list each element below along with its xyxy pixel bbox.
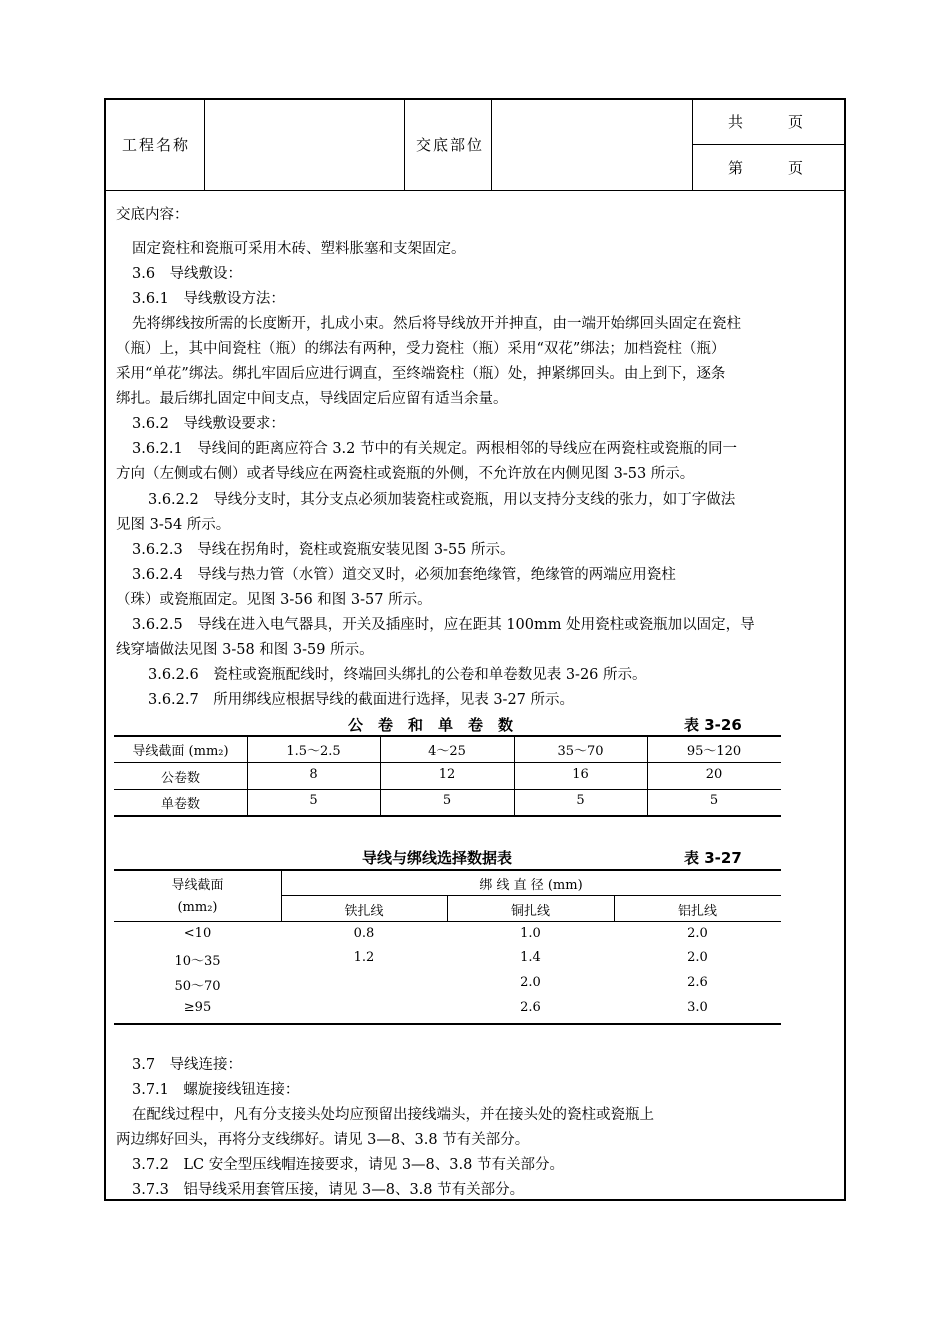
header-divider-4 xyxy=(692,98,693,191)
paragraph: （瓶）上，其中间瓷柱（瓶）的绑法有两种，受力瓷柱（瓶）采用“双花”绑法；加档瓷柱（瓶） xyxy=(116,341,726,357)
table26-cell: 5 xyxy=(442,793,452,808)
total-pages-label: 共 页 xyxy=(728,113,804,131)
paragraph: 3.6.2.1 导线间的距离应符合 3.2 节中的有关规定。两根相邻的导线应在两瓷柱或瓷瓶的同一 xyxy=(132,441,738,457)
table27-cell: 1.2 xyxy=(353,950,375,965)
header-divider-3 xyxy=(491,98,492,191)
table26-row-rule xyxy=(114,762,781,763)
paragraph: 3.6.2.4 导线与热力管（水管）道交叉时，必须加套绝缘管，绝缘管的两端应用瓷柱 xyxy=(132,567,676,583)
table26-cell: 单卷数 xyxy=(160,797,200,812)
paragraph: 在配线过程中，凡有分支接头处均应预留出接线端头，并在接头处的瓷柱或瓷瓶上 xyxy=(132,1107,654,1123)
table27-cell: 50～70 xyxy=(174,979,221,994)
paragraph: 3.7.2 LC 安全型压线帽连接要求，请见 3—8、3.8 节有关部分。 xyxy=(132,1157,564,1173)
paragraph: 两边绑好回头，再将分支线绑好。请见 3—8、3.8 节有关部分。 xyxy=(116,1132,530,1148)
table27-cell: 10～35 xyxy=(174,954,221,969)
paragraph: 采用“单花”绑法。绑扎牢固后应进行调直，至终端瓷柱（瓶）处，抻紧绑回头。由上到下，逐条 xyxy=(116,366,726,382)
table27-cell: <10 xyxy=(183,926,212,941)
table27-cell: 2.6 xyxy=(520,1000,541,1015)
header-divider-2 xyxy=(404,98,405,191)
content-label: 交底内容： xyxy=(116,207,189,223)
table27-subheader-rule xyxy=(281,895,781,896)
table26-cell: 5 xyxy=(709,793,719,808)
section-heading: 3.6.1 导线敷设方法： xyxy=(132,291,285,307)
paragraph: 绑扎。最后绑扎固定中间支点，导线固定后应留有适当余量。 xyxy=(116,391,508,407)
table26-row-rule xyxy=(114,789,781,790)
table27-title: 导线与绑线选择数据表 xyxy=(362,849,513,867)
section-heading: 3.7.1 螺旋接线钮连接： xyxy=(132,1082,300,1098)
table27-header-col1: 导线截面 xyxy=(171,878,224,893)
table26-cell: 8 xyxy=(309,767,318,782)
paragraph: 固定瓷柱和瓷瓶可采用木砖、塑料胀塞和支架固定。 xyxy=(132,241,466,257)
table27-cell: 2.0 xyxy=(520,975,541,990)
paragraph: 3.6.2.7 所用绑线应根据导线的截面进行选择，见表 3-27 所示。 xyxy=(148,692,575,708)
table27-bottom-rule xyxy=(114,1023,781,1025)
paragraph: 3.7.3 铝导线采用套管压接，请见 3—8、3.8 节有关部分。 xyxy=(132,1182,525,1198)
table27-subheader: 铝扎线 xyxy=(677,904,717,919)
table27-cell: 1.4 xyxy=(520,950,541,965)
table26-header: 导线截面 (mm₂) xyxy=(132,744,229,759)
table27-header-col1-unit: (mm₂) xyxy=(177,900,218,915)
paragraph: （珠）或瓷瓶固定。见图 3-56 和图 3-57 所示。 xyxy=(116,592,432,608)
table27-number: 表 3-27 xyxy=(684,849,742,867)
page-number-label: 第 页 xyxy=(728,159,804,177)
table26-header: 1.5～2.5 xyxy=(286,744,341,759)
table26-title: 公 卷 和 单 卷 数 xyxy=(348,716,514,734)
table27-cell: 0.8 xyxy=(353,926,375,941)
table26-cell: 20 xyxy=(705,767,723,782)
paragraph: 3.6.2.3 导线在拐角时，瓷柱或瓷瓶安装见图 3-55 所示。 xyxy=(132,542,515,558)
table27-cell: 2.0 xyxy=(687,926,708,941)
paragraph: 3.6.2.6 瓷柱或瓷瓶配线时，终端回头绑扎的公卷和单卷数见表 3-26 所示。 xyxy=(148,667,647,683)
table27-cell: ≥95 xyxy=(183,1000,212,1015)
table26-cell: 16 xyxy=(572,767,589,782)
project-name-label: 工程名称 xyxy=(122,136,191,154)
table26-bottom-rule xyxy=(114,815,781,817)
table27-subheader: 铜扎线 xyxy=(510,904,550,919)
paragraph: 先将绑线按所需的长度断开，扎成小束。然后将导线放开并抻直，由一端开始绑回头固定在瓷柱 xyxy=(132,316,741,332)
table27-cell: 2.6 xyxy=(687,975,708,990)
table26-cell: 12 xyxy=(438,767,456,782)
paragraph: 方向（左侧或右侧）或者导线应在两瓷柱或瓷瓶的外侧，不允许放在内侧见图 3-53 所示。 xyxy=(116,466,695,482)
header-divider-1 xyxy=(204,98,205,191)
table27-cell: 2.0 xyxy=(687,950,708,965)
table26-cell: 公卷数 xyxy=(160,771,200,786)
table27-cell: 3.0 xyxy=(687,1000,708,1015)
table26-header: 95～120 xyxy=(686,744,742,759)
section-heading: 3.7 导线连接： xyxy=(132,1057,243,1073)
paragraph: 线穿墙做法见图 3-58 和图 3-59 所示。 xyxy=(116,642,374,658)
table26-cell: 5 xyxy=(576,793,585,808)
table26-header: 35～70 xyxy=(557,744,604,759)
header-bottom-line xyxy=(104,190,846,191)
table26-header: 4～25 xyxy=(428,744,466,759)
table26-cell: 5 xyxy=(309,793,318,808)
paragraph: 3.6.2.5 导线在进入电气器具，开关及插座时，应在距其 100mm 处用瓷柱或瓷瓶加以固定，导 xyxy=(132,617,755,633)
section-heading: 3.6 导线敷设： xyxy=(132,266,243,282)
table27-header-group: 绑 线 直 径 (mm) xyxy=(479,878,583,893)
table26-top-rule xyxy=(114,735,781,737)
section-heading: 3.6.2 导线敷设要求： xyxy=(132,416,285,432)
table27-cell: 1.0 xyxy=(520,926,541,941)
paragraph: 3.6.2.2 导线分支时，其分支点必须加装瓷柱或瓷瓶，用以支持分支线的张力，如丁字做法 xyxy=(148,492,736,508)
table27-subheader: 铁扎线 xyxy=(344,904,384,919)
table27-top-rule xyxy=(114,869,781,871)
header-mid-line xyxy=(692,144,846,145)
location-label: 交底部位 xyxy=(416,136,485,154)
paragraph: 见图 3-54 所示。 xyxy=(116,517,231,533)
table26-number: 表 3-26 xyxy=(684,716,742,734)
